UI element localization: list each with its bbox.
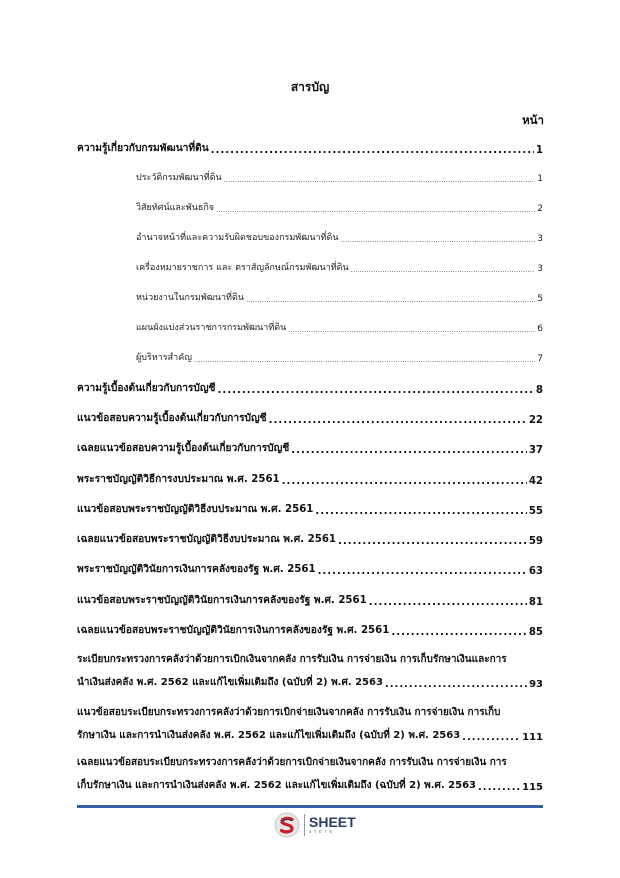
toc-subentry[interactable] (136, 260, 543, 274)
toc-leader-dots (369, 597, 527, 608)
toc-entry[interactable] (77, 561, 543, 577)
toc-entry-multiline[interactable] (77, 755, 543, 793)
toc-leader-dots (340, 236, 535, 244)
toc-entry-page: 55 (528, 506, 543, 517)
toc-entry-page: 8 (535, 385, 543, 396)
toc-entry-title-line2: รักษาเงิน และการนำเงินส่งคลัง พ.ศ. 2562 และแก้ไขเพิ่มเติมถึง (ฉบับที่ 2) พ.ศ. 2563 (77, 730, 461, 741)
toc-entry-page: 2 (537, 204, 543, 214)
toc-entry-title: เฉลยแนวข้อสอบพระราชบัญญัติวิธีงบประมาณ พ.ศ. 2561 (77, 534, 337, 545)
toc-subentry[interactable] (136, 170, 543, 184)
toc-entry-page: 5 (537, 294, 543, 304)
toc-leader-dots (269, 415, 527, 426)
logo-wordmark: SHEET (309, 814, 356, 830)
toc-leader-dots (391, 627, 526, 638)
logo-separator (304, 814, 305, 836)
toc-entry-title: แนวข้อสอบความรู้เบื้องต้นเกี่ยวกับการบัญชี (77, 413, 267, 424)
toc-entry-title: เฉลยแนวข้อสอบพระราชบัญญัติวินัยการเงินการคลังของรัฐ พ.ศ. 2561 (77, 625, 390, 636)
toc-entry[interactable] (77, 440, 543, 456)
toc-entry-title: แผนผังแบ่งส่วนราชการกรมพัฒนาที่ดิน (136, 323, 287, 333)
toc-entry-title-line1: แนวข้อสอบระเบียบกระทรวงการคลังว่าด้วยการเบิกจ่ายเงินจากคลัง การรับเงิน การจ่ายเงิน การเก็บ (77, 707, 501, 718)
toc-entry-page: 115 (522, 782, 543, 793)
toc-entry-page: 6 (537, 324, 543, 334)
toc-subentry[interactable] (136, 350, 543, 364)
toc-leader-dots (315, 506, 526, 517)
footer-rule (77, 805, 543, 808)
toc-leader-dots (462, 732, 520, 743)
toc-entry-multiline[interactable] (77, 705, 543, 743)
toc-entry[interactable] (77, 410, 543, 426)
toc-leader-dots (282, 476, 527, 487)
toc-entry-page: 42 (528, 476, 543, 487)
toc-subentry[interactable] (136, 230, 543, 244)
toc-entry-page: 37 (528, 445, 543, 456)
toc-entry-page: 85 (528, 627, 543, 638)
toc-entry[interactable] (77, 592, 543, 608)
toc-entry-title: ความรู้เบื้องต้นเกี่ยวกับการบัญชี (77, 383, 216, 394)
toc-entry-page: 93 (529, 679, 543, 690)
toc-entry-page: 111 (522, 732, 543, 743)
toc-entry-page: 22 (528, 415, 543, 426)
toc-entry-title: ประวัติกรมพัฒนาที่ดิน (136, 173, 222, 183)
logo-subtext: store (309, 829, 336, 835)
toc-entry[interactable] (77, 380, 543, 396)
toc-leader-dots (217, 385, 533, 396)
toc-leader-dots (385, 679, 527, 690)
toc-entry-page: 1 (537, 174, 543, 184)
toc-leader-dots (216, 206, 535, 214)
toc-leader-dots (224, 176, 536, 184)
toc-subentry[interactable] (136, 200, 543, 214)
toc-leader-dots (338, 536, 527, 547)
page-title: สารบัญ (290, 80, 330, 94)
toc-entry[interactable] (77, 501, 543, 517)
toc-entry-title-line2: นำเงินส่งคลัง พ.ศ. 2562 และแก้ไขเพิ่มเติมถึง (ฉบับที่ 2) พ.ศ. 2563 (77, 677, 383, 688)
toc-leader-dots (318, 566, 527, 577)
toc-entry-title: ผู้บริหารสำคัญ (136, 353, 192, 363)
toc-entry-title-line2: เก็บรักษาเงิน และการนำเงินส่งคลัง พ.ศ. 2562 และแก้ไขเพิ่มเติมถึง (ฉบับที่ 2) พ.ศ. 2563 (77, 780, 476, 791)
page-column-header: หน้า (522, 113, 544, 127)
toc-entry-page: 1 (535, 145, 543, 156)
toc-entry-title: หน่วยงานในกรมพัฒนาที่ดิน (136, 293, 244, 303)
toc-entry-title: วิสัยทัศน์และพันธกิจ (136, 203, 215, 213)
toc-entry-title: พระราชบัญญัติวิธีการงบประมาณ พ.ศ. 2561 (77, 474, 280, 485)
toc-entry-title: เฉลยแนวข้อสอบความรู้เบื้องต้นเกี่ยวกับการบัญชี (77, 443, 290, 454)
toc-leader-dots (246, 296, 535, 304)
toc-entry[interactable] (77, 622, 543, 638)
toc-entry-title: แนวข้อสอบพระราชบัญญัติวิธีงบประมาณ พ.ศ. 2561 (77, 504, 314, 515)
toc-entry[interactable] (77, 531, 543, 547)
toc-entry-page: 7 (537, 354, 543, 364)
toc-leader-dots (194, 356, 535, 364)
toc-entry[interactable] (77, 471, 543, 487)
toc-entry-page: 3 (537, 264, 543, 274)
toc-entry-page: 63 (528, 566, 543, 577)
toc-subentry[interactable] (136, 290, 543, 304)
toc-entry-page: 81 (528, 597, 543, 608)
toc-entry-title-line1: ระเบียบกระทรวงการคลังว่าด้วยการเบิกเงินจากคลัง การรับเงิน การจ่ายเงิน การเก็บรักษาเงินและการ (77, 654, 507, 665)
toc-leader-dots (478, 782, 520, 793)
toc-entry-title: เครื่องหมายราชการ และ ตราสัญลักษณ์กรมพัฒนาที่ดิน (136, 263, 349, 273)
toc-leader-dots (288, 326, 535, 334)
toc-entry-title: อำนาจหน้าที่และความรับผิดชอบของกรมพัฒนาที่ดิน (136, 233, 339, 243)
toc-entry-title: ความรู้เกี่ยวกับกรมพัฒนาที่ดิน (77, 143, 209, 154)
toc-entry-page: 3 (537, 234, 543, 244)
toc-entry-multiline[interactable] (77, 652, 543, 690)
toc-entry-title: พระราชบัญญัติวินัยการเงินการคลังของรัฐ พ.ศ. 2561 (77, 564, 316, 575)
toc-subentry[interactable] (136, 320, 543, 334)
sheet-store-logo (274, 812, 356, 838)
toc-entry-title-line1: เฉลยแนวข้อสอบระเบียบกระทรวงการคลังว่าด้วยการเบิกจ่ายเงินจากคลัง การรับเงิน การจ่ายเงิน การ (77, 757, 507, 768)
toc-entry-page: 59 (528, 536, 543, 547)
toc-entry-section-1[interactable] (77, 140, 543, 156)
toc-leader-dots (291, 445, 527, 456)
toc-leader-dots (351, 266, 536, 274)
sheet-logo-icon (274, 812, 300, 838)
toc-leader-dots (211, 145, 534, 156)
toc-entry-title: แนวข้อสอบพระราชบัญญัติวินัยการเงินการคลังของรัฐ พ.ศ. 2561 (77, 595, 367, 606)
